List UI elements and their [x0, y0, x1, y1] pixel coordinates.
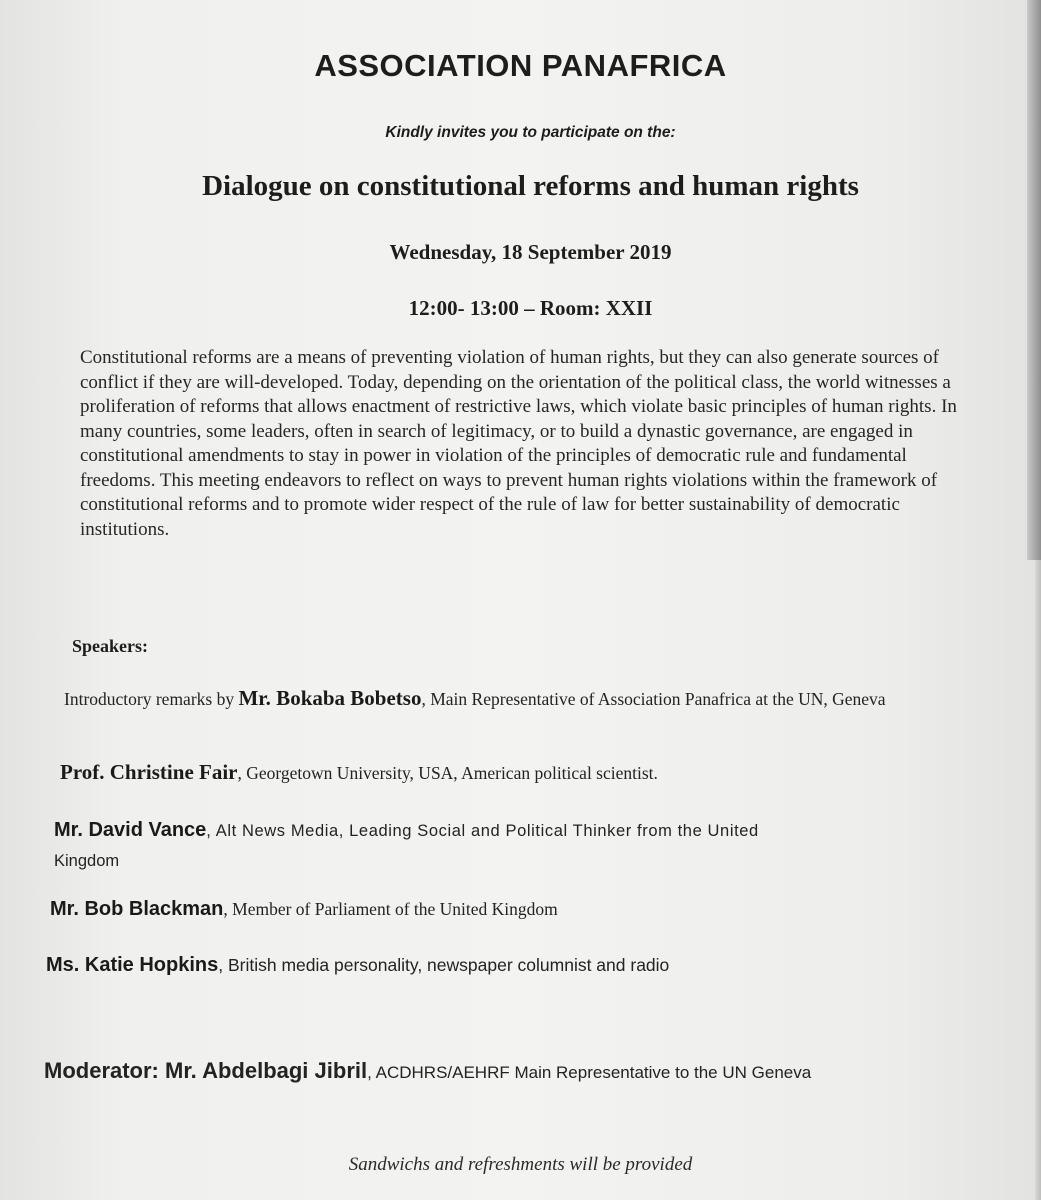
speaker-detail: , Alt News Media, Leading Social and Political Thinker from the United	[206, 822, 759, 840]
speaker-name: Ms. Katie Hopkins	[46, 954, 219, 976]
speaker-detail: , Main Representative of Association Panafrica at the UN, Geneva	[421, 689, 886, 709]
invitation-line: Kindly invites you to participate on the:	[385, 124, 676, 141]
speaker-detail: , Georgetown University, USA, American political scientist.	[237, 763, 658, 783]
moderator-name: Moderator: Mr. Abdelbagi Jibril	[44, 1058, 368, 1083]
speaker-detail: , Member of Parliament of the United Kingdom	[223, 899, 558, 919]
moderator-entry	[44, 1058, 811, 1084]
speaker-prefix: Introductory remarks by	[64, 689, 239, 709]
organization-heading: ASSOCIATION PANAFRICA	[314, 48, 727, 83]
speaker-name: Prof. Christine Fair	[60, 760, 238, 784]
speaker-detail-continued: Kingdom	[54, 852, 120, 870]
speakers-heading: Speakers:	[72, 636, 148, 656]
speaker-entry	[54, 816, 1014, 876]
speaker-entry	[60, 760, 658, 785]
page-edge-shadow	[1027, 0, 1041, 560]
event-title: Dialogue on constitutional reforms and human rights	[202, 170, 859, 202]
speaker-name: Mr. Bob Blackman	[50, 898, 224, 920]
speaker-name: Mr. Bokaba Bobetso	[238, 686, 422, 710]
speaker-entry	[46, 954, 669, 977]
event-time-room: 12:00- 13:00 – Room: XXII	[408, 296, 653, 320]
refreshments-note: Sandwichs and refreshments will be provided	[348, 1154, 693, 1175]
event-description: Constitutional reforms are a means of preventing violation of human rights, but they can also generate sources of conflict if they are will-developed. Today, depending on the orientation of the political class, the world witnesses a proliferation of reforms that allows enactment of restrictive laws, which violate basic principles of human rights. In many countries, some leaders, often in search of legitimacy, or to build a dynastic governance, are engaged in constitutional amendments to stay in power in violation of the principles of democratic rule and fundamental freedoms. This meeting endeavors to reflect on ways to prevent human rights violations within the framework of constitutional reforms and to promote wider respect of the rule of law for better sustainability of democratic institutions.	[80, 347, 957, 540]
speaker-detail: , British media personality, newspaper columnist and radio	[218, 955, 670, 975]
page-edge-shadow-lower	[1035, 560, 1041, 1200]
event-date: Wednesday, 18 September 2019	[389, 240, 672, 264]
speaker-name: Mr. David Vance	[54, 819, 207, 841]
speaker-entry	[50, 898, 558, 921]
speaker-entry	[64, 684, 1004, 714]
moderator-detail: , ACDHRS/AEHRF Main Representative to the UN Geneva	[367, 1063, 812, 1082]
